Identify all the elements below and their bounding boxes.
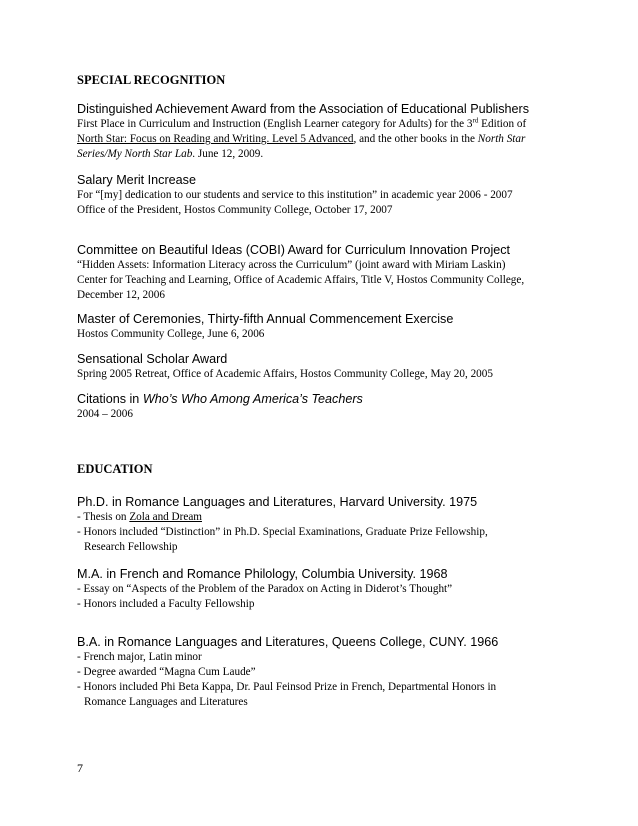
- award-cobi: [77, 242, 577, 303]
- award-detail-line: For “[my] dedication to our students and service to this institution” in academic year 2006 - 2007: [77, 189, 513, 201]
- book-title: North Star: Focus on Reading and Writing. Level 5 Advanced: [77, 133, 354, 145]
- thesis-title: Zola and Dream: [129, 511, 202, 523]
- degree-title: B.A. in Romance Languages and Literatures, Queens College, CUNY. 1966: [77, 635, 499, 649]
- degree-detail-line: - Honors included “Distinction” in Ph.D. Special Examinations, Graduate Prize Fellowship,: [77, 526, 488, 538]
- award-whos-who: [77, 391, 577, 422]
- award-title: Distinguished Achievement Award from the Association of Educational Publishers: [77, 102, 529, 116]
- award-sensational-scholar: [77, 351, 577, 382]
- degree-detail-line: - Thesis on Zola and Dream: [77, 511, 202, 523]
- award-detail-line: “Hidden Assets: Information Literacy across the Curriculum” (joint award with Miriam Laskin): [77, 259, 506, 271]
- award-title: Committee on Beautiful Ideas (COBI) Award for Curriculum Innovation Project: [77, 243, 511, 257]
- award-title: Salary Merit Increase: [77, 173, 196, 187]
- award-title: Master of Ceremonies, Thirty-fifth Annual Commencement Exercise: [77, 312, 454, 326]
- degree-title: Ph.D. in Romance Languages and Literatures, Harvard University. 1975: [77, 495, 478, 509]
- special-recognition-heading: SPECIAL RECOGNITION: [77, 73, 226, 87]
- award-aep: [77, 101, 577, 162]
- education-heading: EDUCATION: [77, 462, 153, 476]
- award-title: Citations in Who’s Who Among America’s Teachers: [77, 392, 363, 406]
- degree-ba: [77, 634, 577, 710]
- award-detail-line: First Place in Curriculum and Instruction (English Learner category for Adults) for the 3rd Edition of: [77, 116, 527, 130]
- degree-title: M.A. in French and Romance Philology, Columbia University. 1968: [77, 567, 448, 581]
- award-detail-line: Office of the President, Hostos Community College, October 17, 2007: [77, 204, 393, 216]
- degree-detail-line: Romance Languages and Literatures: [84, 696, 248, 708]
- degree-detail-line: - French major, Latin minor: [77, 651, 202, 663]
- degree-detail-line: - Degree awarded “Magna Cum Laude”: [77, 666, 256, 678]
- degree-detail-line: Research Fellowship: [84, 541, 178, 553]
- award-detail-line: Spring 2005 Retreat, Office of Academic Affairs, Hostos Community College, May 20, 2005: [77, 368, 493, 380]
- award-master-of-ceremonies: [77, 311, 577, 342]
- degree-detail-line: - Honors included a Faculty Fellowship: [77, 598, 255, 610]
- degree-detail-line: - Honors included Phi Beta Kappa, Dr. Paul Feinsod Prize in French, Departmental Honors in: [77, 681, 497, 693]
- award-detail-line: North Star: Focus on Reading and Writing. Level 5 Advanced, and the other books in the North Star: [77, 133, 526, 145]
- page-number: 7: [77, 761, 83, 775]
- degree-phd: [77, 494, 577, 555]
- award-detail-line: 2004 – 2006: [77, 408, 133, 420]
- degree-ma: [77, 566, 577, 612]
- award-detail-line: Center for Teaching and Learning, Office of Academic Affairs, Title V, Hostos Community College,: [77, 274, 525, 286]
- award-title: Sensational Scholar Award: [77, 352, 228, 366]
- award-salary-merit: [77, 172, 577, 218]
- degree-detail-line: - Essay on “Aspects of the Problem of the Paradox on Acting in Diderot’s Thought”: [77, 583, 453, 595]
- award-detail-line: Series/My North Star Lab. June 12, 2009.: [77, 148, 264, 160]
- award-detail-line: December 12, 2006: [77, 289, 165, 301]
- award-detail-line: Hostos Community College, June 6, 2006: [77, 328, 265, 340]
